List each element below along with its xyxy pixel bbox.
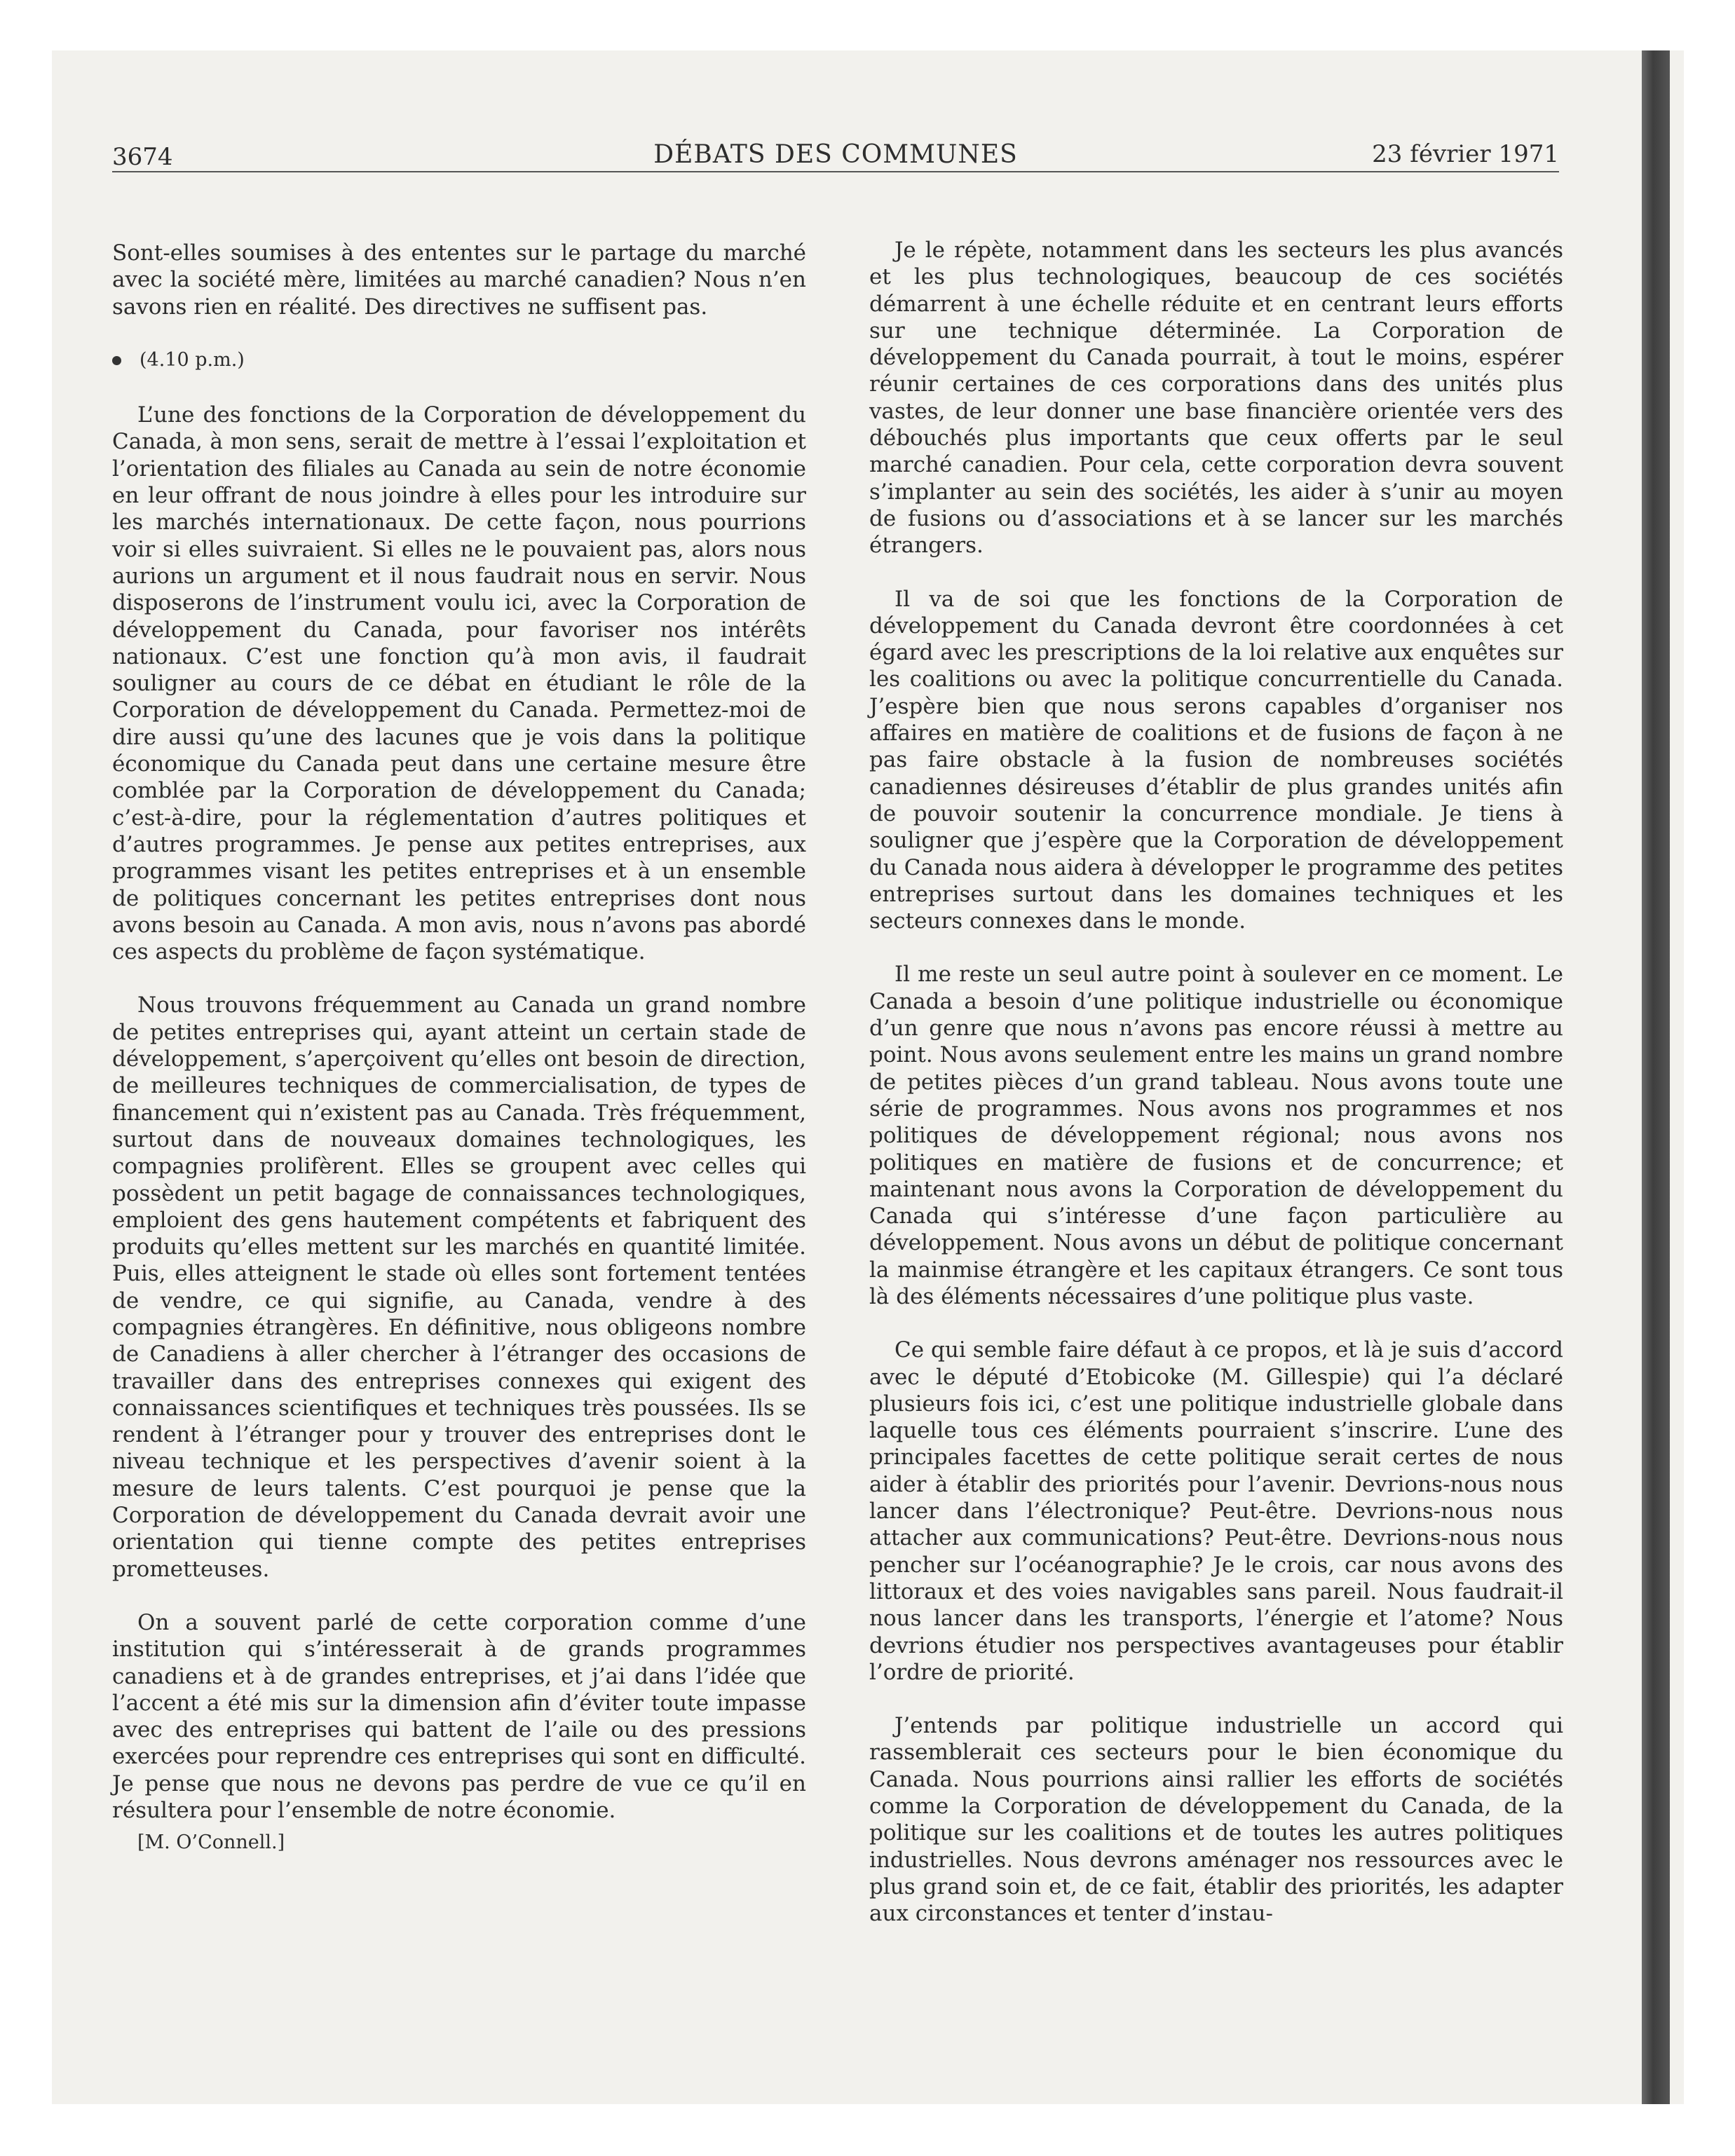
header-rule (112, 171, 1559, 172)
paragraph: Il va de soi que les fonctions de la Corporation de développement du Canada devront être coordonnées à cet égard avec les prescriptions de la loi relative aux enquêtes sur les coalitions ou avec la politique concurrentielle du Canada. J’espère bien que nous serons capables d’organiser nos affaires en matière de coalitions et de fusions de façon à ne pas faire obstacle à la fusion de nombreuses sociétés canadiennes désireuses d’établir de plus grandes unités afin de pouvoir soutenir la concurrence mondiale. Je tiens à souligner que j’espère que la Corporation de développement du Canada nous aidera à développer le programme des petites entreprises surtout dans les domaines techniques et les secteurs connexes dans le monde. (869, 586, 1563, 934)
page-date: 23 février 1971 (1372, 140, 1559, 168)
paragraph: Je le répète, notamment dans les secteurs les plus avancés et les plus technologiques, beaucoup de ces sociétés démarrent à une échelle réduite et en centrant leurs efforts sur une technique déterminée. La Corporation de développement du Canada pourrait, à tout le moins, espérer réunir certaines de ces corporations dans des unités plus vastes, de leur donner une base financière orientée vers des débouchés plus importants que ceux offerts par le seul marché canadien. Pour cela, cette corporation devra souvent s’implanter au sein des sociétés, les aider à s’unir au moyen de fusions ou d’associations et à se lancer sur les marchés étrangers. (869, 238, 1563, 559)
left-column (112, 240, 806, 1857)
page-title: DÉBATS DES COMMUNES (653, 140, 1018, 169)
right-column (869, 237, 1563, 1954)
paragraph: Ce qui semble faire défaut à ce propos, et là je suis d’accord avec le député d’Etobicoke (M. Gillespie) qui l’a déclaré plusieurs fois ici, c’est une politique industrielle globale dans laquelle tous ces éléments pourraient s’inscrire. L’une des principales facettes de cette politique serait certes de nous aider à établir des priorités pour l’avenir. Devrions-nous nous lancer dans l’électronique? Peut-être. Devrions-nous nous attacher aux communications? Peut-être. Devrions-nous nous pencher sur l’océanographie? Je le crois, car nous avons des littoraux et des voies navigables sans pareil. Nous faudrait-il nous lancer dans les transports, l’énergie et l’atome? Nous devrions étudier nos perspectives avantageuses pour établir l’ordre de priorité. (869, 1337, 1563, 1685)
paragraph: On a souvent parlé de cette corporation comme d’une institution qui s’intéresserait à de grands programmes canadiens et à de grandes entreprises, et j’ai dans l’idée que l’accent a été mis sur la dimension afin d’éviter toute impasse avec des entreprises qui battent de l’aile ou des pressions exercées pour reprendre ces entreprises qui sont en difficulté. Je pense que nous ne devons pas perdre de vue ce qu’il en résultera pour l’ensemble de notre économie. (112, 1609, 806, 1824)
time-marker-text: (4.10 p.m.) (140, 348, 245, 371)
bullet-icon (112, 356, 121, 365)
paragraph: J’entends par politique industrielle un accord qui rassemblerait ces secteurs pour le bien économique du Canada. Nous pourrions ainsi rallier les efforts de sociétés comme la Corporation de développement du Canada, de la politique sur les coalitions et de toutes les autres politiques industrielles. Nous devrons aménager nos ressources avec le plus grand soin et, de ce fait, établir des priorités, les adapter aux circonstances et tenter d’instau- (869, 1713, 1563, 1927)
page-number: 3674 (112, 143, 173, 171)
page-header (112, 137, 1559, 172)
time-marker (112, 347, 806, 374)
paragraph: Il me reste un seul autre point à soulever en ce moment. Le Canada a besoin d’une politique industrielle ou économique d’un genre que nous n’avons pas encore réussi à mettre au point. Nous avons seulement entre les mains un grand nombre de petites pièces d’un grand tableau. Nous avons toute une série de programmes. Nous avons nos programmes et nos politiques de développement régional; nous avons nos politiques en matière de fusions et de concurrence; et maintenant nous avons la Corporation de développement du Canada qui s’intéresse d’une façon particulière au développement. Nous avons un début de politique concernant la mainmise étrangère et les capitaux étrangers. Ce sont tous là des éléments nécessaires d’une politique plus vaste. (869, 962, 1563, 1309)
scan-edge-shadow (1642, 50, 1670, 2104)
paragraph: Sont-elles soumises à des ententes sur le partage du marché avec la société mère, limitées au marché canadien? Nous n’en savons rien en réalité. Des directives ne suffisent pas. (112, 240, 806, 320)
paragraph: Nous trouvons fréquemment au Canada un grand nombre de petites entreprises qui, ayant atteint un certain stade de développement, s’aperçoivent qu’elles ont besoin de direction, de meilleures techniques de commercialisation, de types de financement qui n’existent pas au Canada. Très fréquemment, surtout dans de nouveaux domaines technologiques, les compagnies prolifèrent. Elles se groupent avec celles qui possèdent un petit bagage de connaissances technologiques, emploient des gens hautement compétents et fabriquent des produits qu’elles mettent sur les marchés en quantité limitée. Puis, elles atteignent le stade où elles sont fortement tentées de vendre, ce qui signifie, au Canada, vendre à des compagnies étrangères. En définitive, nous obligeons nombre de Canadiens à aller chercher à l’étranger des occasions de travailler dans des entreprises connexes qui exigent des connaissances scientifiques et techniques très poussées. Ils se rendent à l’étranger pour y trouver des entreprises dont le niveau technique et les perspectives d’avenir soient à la mesure de leurs talents. C’est pourquoi je pense que la Corporation de développement du Canada devrait avoir une orientation qui tienne compte des petites entreprises prometteuses. (112, 992, 806, 1582)
paragraph: L’une des fonctions de la Corporation de développement du Canada, à mon sens, serait de mettre à l’essai l’exploitation et l’orientation des filiales au Canada au sein de notre économie en leur offrant de nous joindre à elles pour les introduire sur les marchés internationaux. De cette façon, nous pourrions voir si elles suivraient. Si elles ne le pouvaient pas, alors nous aurions un argument et il nous faudrait nous en servir. Nous disposerons de l’instrument voulu ici, avec la Corporation de développement du Canada, pour favoriser nos intérêts nationaux. C’est une fonction qu’à mon avis, il faudrait souligner au cours de ce débat en étudiant le rôle de la Corporation de développement du Canada. Permettez-moi de dire aussi qu’une des lacunes que je vois dans la politique économique du Canada peut dans une certaine mesure être comblée par la Corporation de développement du Canada; c’est-à-dire, pour la réglementation d’autres politiques et d’autres programmes. Je pense aux petites entreprises, aux programmes visant les petites entreprises et à un ensemble de politiques concernant les petites entreprises dont nous avons besoin au Canada. A mon avis, nous n’avons pas abordé ces aspects du problème de façon systématique. (112, 402, 806, 965)
speaker-attribution: [M. O’Connell.] (137, 1831, 285, 1854)
